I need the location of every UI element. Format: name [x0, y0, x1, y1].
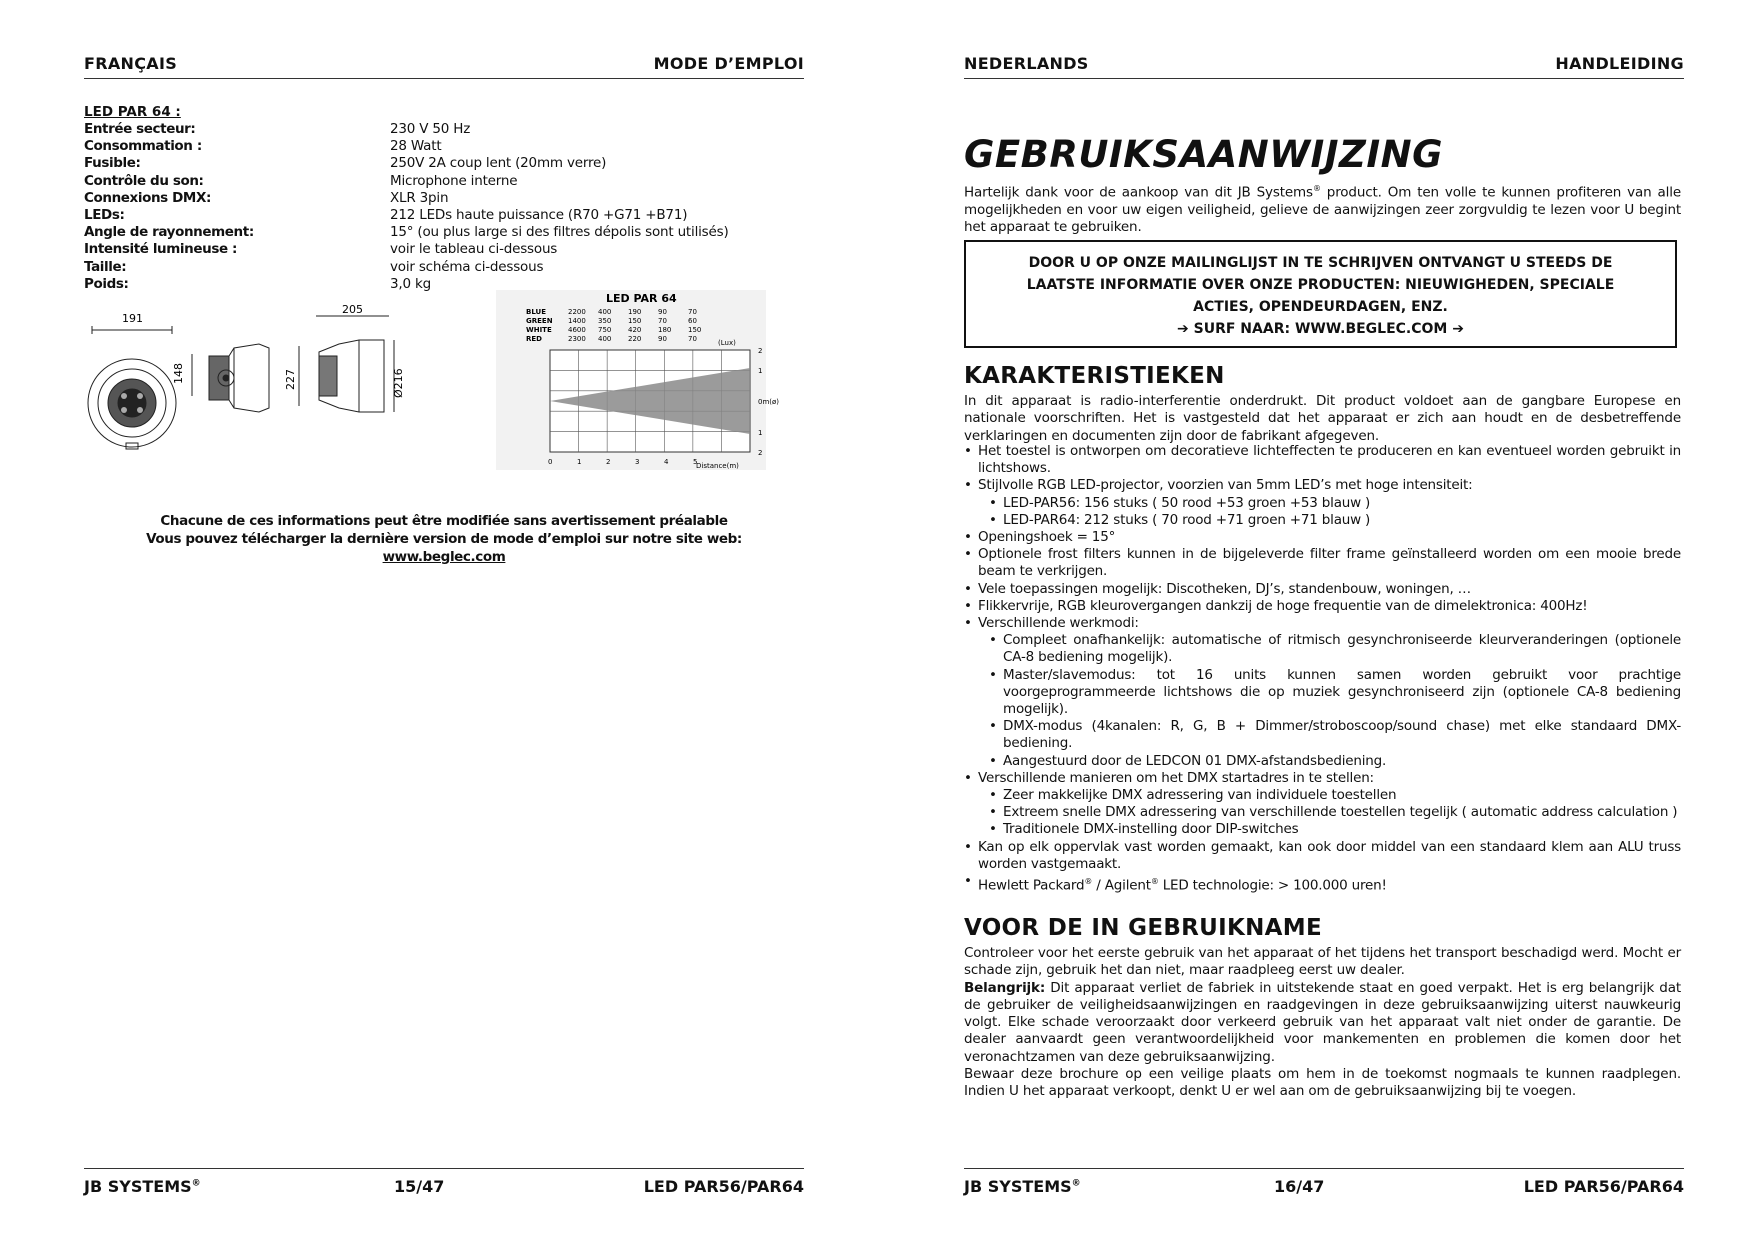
side-depth-label: 205 — [342, 303, 363, 316]
specs-list — [84, 121, 804, 293]
list-item: • Vele toepassingen mogelijk: Discotheken, DJ’s, standenbouw, woningen, … — [964, 581, 1681, 598]
spec-row — [84, 190, 804, 207]
intro-paragraph: Hartelijk dank voor de aankoop van dit JB Systems® product. Om ten volle te kunnen profiteren van alle mogelijkheden en voor uw eigen veiligheid, gelieve de aanwijzingen zeer zorgvuldig te lezen voor U begint het apparaat te gebruiken. — [964, 184, 1681, 236]
spec-value: voir schéma ci-dessous — [390, 258, 544, 275]
x-tick-label: 2 — [606, 458, 611, 466]
spec-value: voir le tableau ci-dessous — [390, 241, 558, 258]
footer-model: LED PAR56/PAR64 — [643, 1177, 804, 1196]
lux-value: 150 — [688, 326, 702, 334]
features-list — [964, 443, 1681, 895]
spec-value: 3,0 kg — [390, 275, 431, 292]
diameter-label: Ø216 — [392, 368, 405, 398]
lux-value: 60 — [688, 317, 697, 325]
sub-list-item: • LED-PAR56: 156 stuks ( 50 rood +53 groen +53 blauw ) — [964, 495, 1681, 512]
lux-value: 90 — [658, 335, 667, 343]
lux-value: 350 — [598, 317, 612, 325]
list-item: • Kan op elk oppervlak vast worden gemaakt, kan ook door middel van een standaard klem aan ALU truss worden vastgemaakt. — [964, 839, 1681, 873]
y-tick-label: 2 — [758, 347, 763, 355]
sub-list-item: • Extreem snelle DMX adressering van verschillende toestellen tegelijk ( automatic address calculation ) — [964, 804, 1681, 821]
lux-chart — [496, 290, 780, 470]
specs-title: LED PAR 64 : — [84, 104, 181, 120]
spec-value: 230 V 50 Hz — [390, 121, 471, 137]
lux-row-label: BLUE — [526, 308, 547, 316]
footer-model: LED PAR56/PAR64 — [1523, 1177, 1684, 1196]
voor-de-in-gebruikname-text — [964, 945, 1681, 1101]
spec-row — [84, 138, 804, 155]
notice-line-2 — [84, 530, 804, 566]
side-height-label: 148 — [172, 363, 185, 384]
x-axis-label: Distance(m) — [696, 462, 739, 470]
notice — [84, 512, 804, 566]
x-tick-label: 3 — [635, 458, 640, 466]
spec-label: Taille: — [84, 258, 127, 275]
sub-list-item: • Zeer makkelijke DMX adressering van individuele toestellen — [964, 787, 1681, 804]
y-tick-label: 1 — [758, 429, 763, 437]
list-item: • Verschillende manieren om het DMX startadres in te stellen: — [964, 770, 1681, 787]
spec-value: 15° (ou plus large si des filtres dépolis sont utilisés) — [390, 224, 729, 241]
section-title-karakteristieken: KARAKTERISTIEKEN — [964, 363, 1225, 389]
list-item: • Stijlvolle RGB LED-projector, voorzien van 5mm LED’s met hoge intensiteit: — [964, 477, 1681, 494]
lux-row-label: WHITE — [526, 326, 552, 334]
spec-row — [84, 224, 804, 241]
footer-brand: JB SYSTEMS® — [84, 1177, 201, 1196]
lux-value: 1400 — [568, 317, 586, 325]
beam-grid — [548, 347, 779, 466]
spec-row — [84, 207, 804, 224]
spec-row — [84, 173, 804, 190]
list-item: • Flikkervrije, RGB kleurovergangen dankzij de hoge frequentie van de dimelektronica: 400Hz! — [964, 598, 1681, 615]
spec-value: XLR 3pin — [390, 189, 449, 206]
sub-list-item: • LED-PAR64: 212 stuks ( 70 rood +71 groen +71 blauw ) — [964, 512, 1681, 529]
mailbox-line: LAATSTE INFORMATIE OVER ONZE PRODUCTEN: NIEUWIGHEDEN, SPECIALE — [1026, 277, 1615, 293]
spec-row — [84, 241, 804, 258]
left-page — [84, 0, 804, 1240]
spec-label: Contrôle du son: — [84, 172, 204, 189]
lux-value: 400 — [598, 335, 612, 343]
spec-label: Connexions DMX: — [84, 189, 211, 206]
document-title: GEBRUIKSAANWIJZING — [964, 133, 1443, 176]
front-view-drawing — [88, 326, 176, 449]
lux-value: 2200 — [568, 308, 586, 316]
lux-row-label: GREEN — [526, 317, 553, 325]
karakteristieken-intro: In dit apparaat is radio-interferentie onderdrukt. Dit product voldoet aan de gangbare Europese en nationale voorschriften. Het is vastgesteld dat het apparaat er zich aan houdt en de desbetreffende verklaringen en documenten zijn door de fabrikant afgegeven. — [964, 393, 1681, 444]
x-tick-label: 1 — [577, 458, 582, 466]
lux-value: 70 — [688, 308, 697, 316]
right-page — [964, 0, 1684, 1240]
side-view-drawing — [192, 344, 269, 412]
spec-label: Fusible: — [84, 155, 141, 172]
lux-unit: (Lux) — [718, 339, 736, 347]
lux-value: 750 — [598, 326, 612, 334]
lux-value: 150 — [628, 317, 642, 325]
spec-label: Angle de rayonnement: — [84, 224, 254, 241]
page-footer — [964, 1168, 1684, 1196]
footer-page-number: 16/47 — [1274, 1177, 1325, 1196]
lux-value: 220 — [628, 335, 642, 343]
header-language: NEDERLANDS — [964, 54, 1089, 73]
lux-value: 190 — [628, 308, 642, 316]
notice-line-1: Chacune de ces informations peut être modifiée sans avertissement préalable — [160, 513, 728, 529]
mailing-list-box — [964, 240, 1677, 348]
paragraph: Belangrijk: Dit apparaat verliet de fabriek in uitstekende staat en goed verpakt. Het is erg belangrijk dat de gebruiker de veiligheidsaanwijzingen en raadgevingen in deze gebruiksaanwijzing uiterst nauwkeurig volgt. Elke schade veroorzaakt door verkeerd gebruik van het apparaat valt niet onder de garantie. De dealer aanvaardt geen verantwoordelijkheid voor mankementen en problemen die komen door het veronachtzamen van deze gebruiksaanwijzing. — [964, 979, 1681, 1065]
spec-row — [84, 259, 804, 276]
mailbox-link-line[interactable]: ➔ SURF NAAR: WWW.BEGLEC.COM ➔ — [1177, 321, 1464, 337]
spec-label: Intensité lumineuse : — [84, 241, 238, 258]
side-height2-label: 227 — [284, 369, 297, 390]
page-footer — [84, 1168, 804, 1196]
paragraph: Controleer voor het eerste gebruik van het apparaat of het tijdens het transport beschadigd werd. Mocht er schade zijn, gebruik het dan niet, maar raadpleeg eerst uw dealer. — [964, 945, 1681, 979]
list-item: • Hewlett Packard® / Agilent® LED technologie: > 100.000 uren! — [964, 873, 1681, 895]
lux-row-label: RED — [526, 335, 542, 343]
spec-label: Entrée secteur: — [84, 121, 196, 137]
list-item: • Openingshoek = 15° — [964, 529, 1681, 546]
x-tick-label: 5 — [693, 458, 698, 466]
lux-value: 2300 — [568, 335, 586, 343]
lux-value: 420 — [628, 326, 642, 334]
y-tick-label: 0m(ø) — [758, 398, 780, 406]
spec-value: 212 LEDs haute puissance (R70 +G71 +B71) — [390, 207, 688, 224]
website-link[interactable]: www.beglec.com — [382, 549, 506, 565]
spec-value: Microphone interne — [390, 172, 518, 189]
chart-title: LED PAR 64 — [606, 292, 677, 305]
lux-value: 70 — [658, 317, 667, 325]
sub-list-item: • Compleet onafhankelijk: automatische of ritmisch gesynchroniseerde kleurveranderingen (optionele CA-8 bediening mogelijk). — [964, 632, 1681, 666]
lux-value: 180 — [658, 326, 672, 334]
spec-label: LEDs: — [84, 207, 125, 224]
lux-value: 70 — [688, 335, 697, 343]
sub-list-item: • Traditionele DMX-instelling door DIP-switches — [964, 821, 1681, 838]
list-item: • Verschillende werkmodi: — [964, 615, 1681, 632]
header-doc-type: HANDLEIDING — [1555, 54, 1684, 73]
spec-value: 28 Watt — [390, 138, 442, 155]
section-title-voor-de-in-gebruikname: VOOR DE IN GEBRUIKNAME — [964, 915, 1322, 941]
sub-list-item: • DMX-modus (4kanalen: R, G, B + Dimmer/stroboscoop/sound chase) met elke standaard DMX-bediening. — [964, 718, 1681, 752]
spec-row — [84, 121, 804, 138]
spec-value: 250V 2A coup lent (20mm verre) — [390, 155, 607, 172]
header-language: FRANÇAIS — [84, 54, 178, 73]
sub-list-item: • Aangestuurd door de LEDCON 01 DMX-afstandsbediening. — [964, 753, 1681, 770]
x-tick-label: 4 — [664, 458, 669, 466]
list-item: • Optionele frost filters kunnen in de bijgeleverde filter frame geïnstalleerd worden om een mooie brede beam te verkrijgen. — [964, 546, 1681, 580]
lux-value: 90 — [658, 308, 667, 316]
page-header — [84, 54, 804, 79]
spec-row — [84, 155, 804, 172]
mailbox-line: DOOR U OP ONZE MAILINGLIJST IN TE SCHRIJVEN ONTVANGT U STEEDS DE — [1028, 255, 1613, 271]
lux-value: 4600 — [568, 326, 586, 334]
mailbox-line: ACTIES, OPENDEURDAGEN, ENZ. — [1193, 299, 1448, 315]
sub-list-item: • Master/slavemodus: tot 16 units kunnen samen worden gebruikt voor prachtige voorgeprogrammeerde lichtshows die op muziek gesynchroniseerd zijn (optionele CA-8 bediening mogelijk). — [964, 667, 1681, 719]
spec-label: Poids: — [84, 275, 129, 292]
page-header — [964, 54, 1684, 79]
x-tick-label: 0 — [548, 458, 553, 466]
header-doc-type: MODE D’EMPLOI — [653, 54, 804, 73]
spec-label: Consommation : — [84, 138, 202, 155]
footer-brand: JB SYSTEMS® — [964, 1177, 1081, 1196]
front-width-label: 191 — [122, 312, 143, 325]
y-tick-label: 1 — [758, 367, 763, 375]
y-tick-label: 2 — [758, 449, 763, 457]
side-view-2-drawing — [299, 316, 394, 412]
list-item: • Het toestel is ontworpen om decoratieve lichteffecten te produceren en kan eventueel worden gebruikt in lichtshows. — [964, 443, 1681, 477]
notice-text: Vous pouvez télécharger la dernière version de mode d’emploi sur notre site web: — [146, 531, 742, 547]
lux-value: 400 — [598, 308, 612, 316]
footer-page-number: 15/47 — [394, 1177, 445, 1196]
paragraph: Bewaar deze brochure op een veilige plaats om hem in de toekomst nogmaals te kunnen raadplegen. Indien U het apparaat verkoopt, denkt U er wel aan om de gebruiksaanwijzing bij te voegen. — [964, 1066, 1681, 1100]
